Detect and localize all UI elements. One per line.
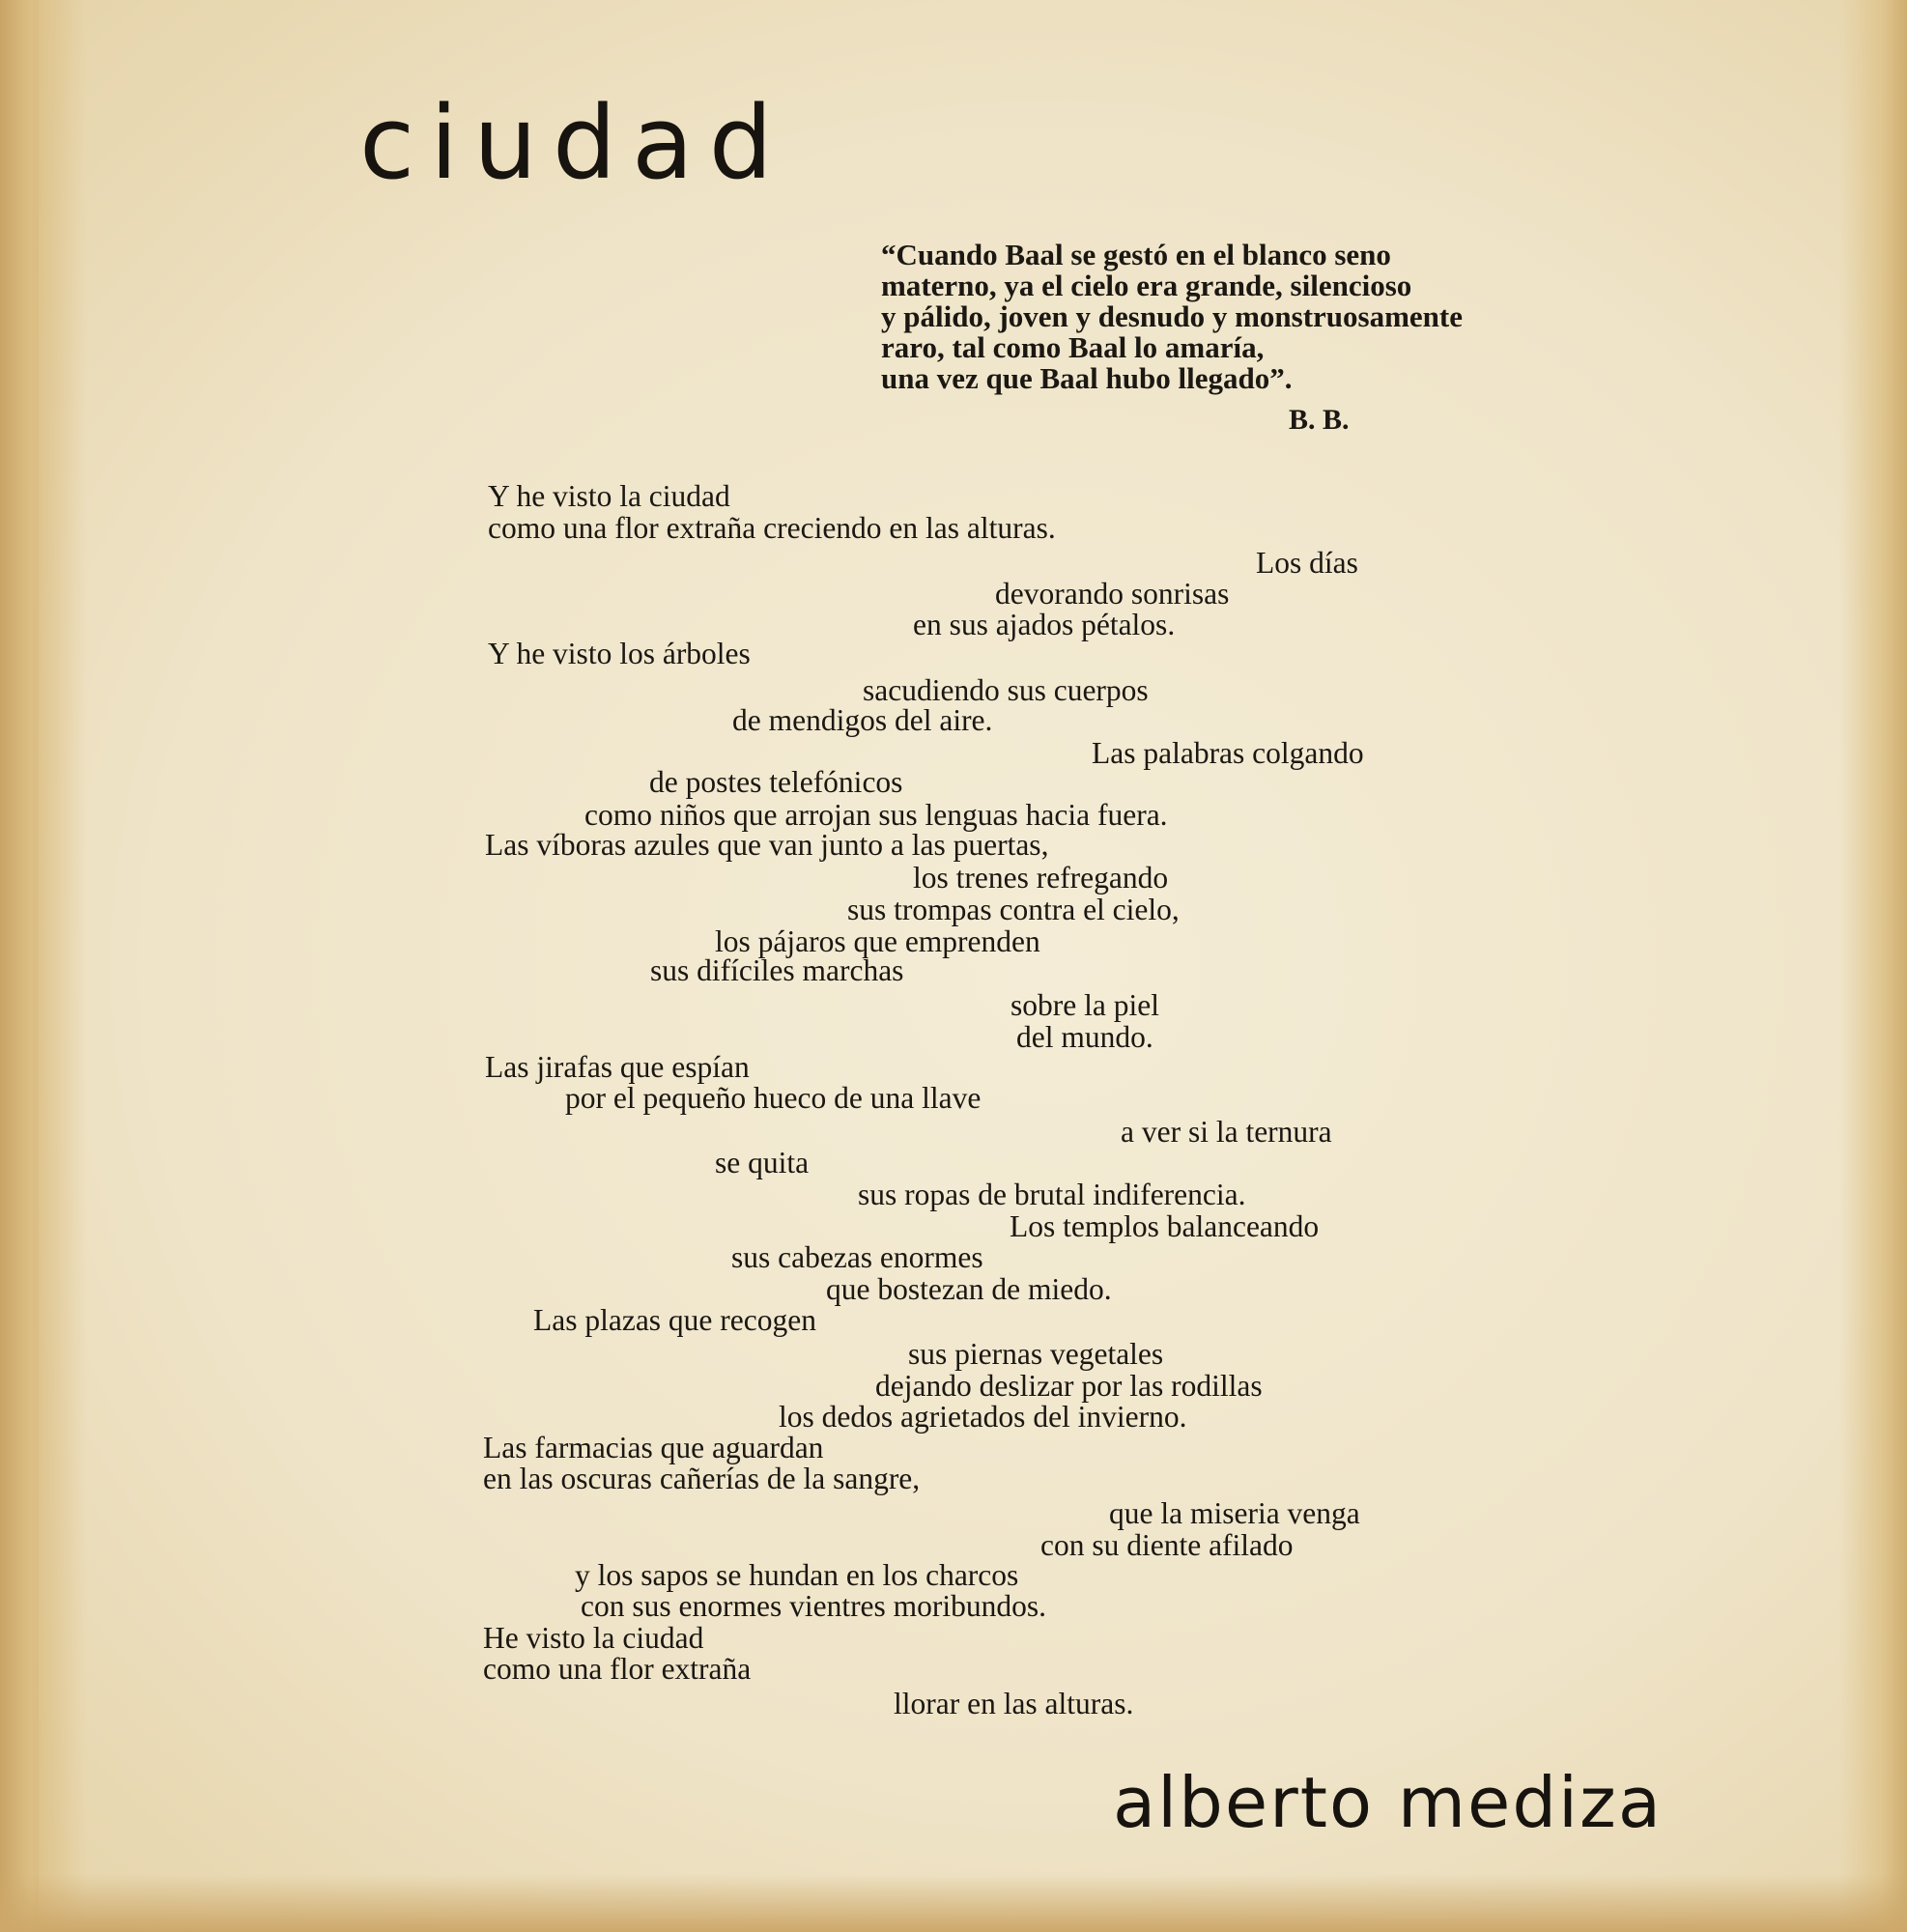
poem-line: sobre la piel	[1010, 988, 1159, 1022]
poem-line: como una flor extraña creciendo en las alturas.	[488, 511, 1056, 545]
poem-line: Las víboras azules que van junto a las puertas,	[485, 828, 1049, 862]
epigraph-line: materno, ya el cielo era grande, silencioso	[881, 269, 1412, 302]
poem-line: sacudiendo sus cuerpos	[863, 673, 1149, 707]
poem-line: que la miseria venga	[1109, 1496, 1360, 1530]
poem-line: de mendigos del aire.	[732, 703, 993, 737]
poem-line: como niños que arrojan sus lenguas hacia fuera.	[584, 798, 1168, 832]
poem-line: Las plazas que recogen	[533, 1303, 816, 1337]
poem-line: llorar en las alturas.	[894, 1687, 1134, 1720]
epigraph-line: “Cuando Baal se gestó en el blanco seno	[881, 238, 1391, 271]
poem-line: Los días	[1256, 546, 1358, 580]
epigraph-line: y pálido, joven y desnudo y monstruosamente	[881, 299, 1463, 333]
poem-line: sus trompas contra el cielo,	[847, 893, 1180, 926]
poem-line: sus piernas vegetales	[908, 1337, 1164, 1371]
poem-line: se quita	[715, 1146, 810, 1179]
page-edge-left	[0, 0, 87, 1932]
poem-line: y los sapos se hundan en los charcos	[575, 1558, 1019, 1592]
poem-line: He visto la ciudad	[483, 1621, 704, 1655]
poem-line: Y he visto la ciudad	[488, 479, 730, 513]
poem-line: en las oscuras cañerías de la sangre,	[483, 1462, 921, 1495]
epigraph-line: una vez que Baal hubo llegado”.	[881, 361, 1293, 395]
poem-line: sus difíciles marchas	[650, 953, 904, 987]
author-name: alberto mediza	[1113, 1762, 1663, 1843]
poem-line: que bostezan de miedo.	[826, 1272, 1112, 1306]
epigraph-signature: B. B.	[1289, 404, 1350, 436]
poem-line: Los templos balanceando	[1010, 1209, 1320, 1243]
poem-line: en sus ajados pétalos.	[913, 608, 1176, 641]
epigraph	[881, 240, 1463, 394]
poem-line: los dedos agrietados del invierno.	[779, 1400, 1187, 1434]
poem-line: devorando sonrisas	[995, 577, 1230, 611]
poem-line: dejando deslizar por las rodillas	[875, 1369, 1263, 1403]
poem-line: Las palabras colgando	[1092, 736, 1364, 770]
poem-line: sus cabezas enormes	[731, 1240, 983, 1274]
poem-line: los pájaros que emprenden	[715, 924, 1040, 958]
poem-line: con sus enormes vientres moribundos.	[581, 1589, 1047, 1623]
poem-line: del mundo.	[1016, 1020, 1153, 1054]
poem-line: Y he visto los árboles	[488, 637, 751, 670]
poem-line: sus ropas de brutal indiferencia.	[858, 1178, 1246, 1211]
poem-line: como una flor extraña	[483, 1652, 752, 1686]
poem-line: de postes telefónicos	[649, 765, 903, 799]
poem-line: Las jirafas que espían	[485, 1050, 750, 1084]
poem-line: Las farmacias que aguardan	[483, 1431, 824, 1464]
poem-line: los trenes refregando	[913, 861, 1169, 895]
page-edge-bottom	[0, 1874, 1907, 1932]
page-edge-right	[1839, 0, 1907, 1932]
poem-line: con su diente afilado	[1040, 1528, 1294, 1562]
poem-line: a ver si la ternura	[1121, 1115, 1332, 1149]
poem-line: por el pequeño hueco de una llave	[565, 1081, 982, 1115]
poem-title: ciudad	[359, 84, 788, 202]
epigraph-line: raro, tal como Baal lo amaría,	[881, 330, 1265, 364]
